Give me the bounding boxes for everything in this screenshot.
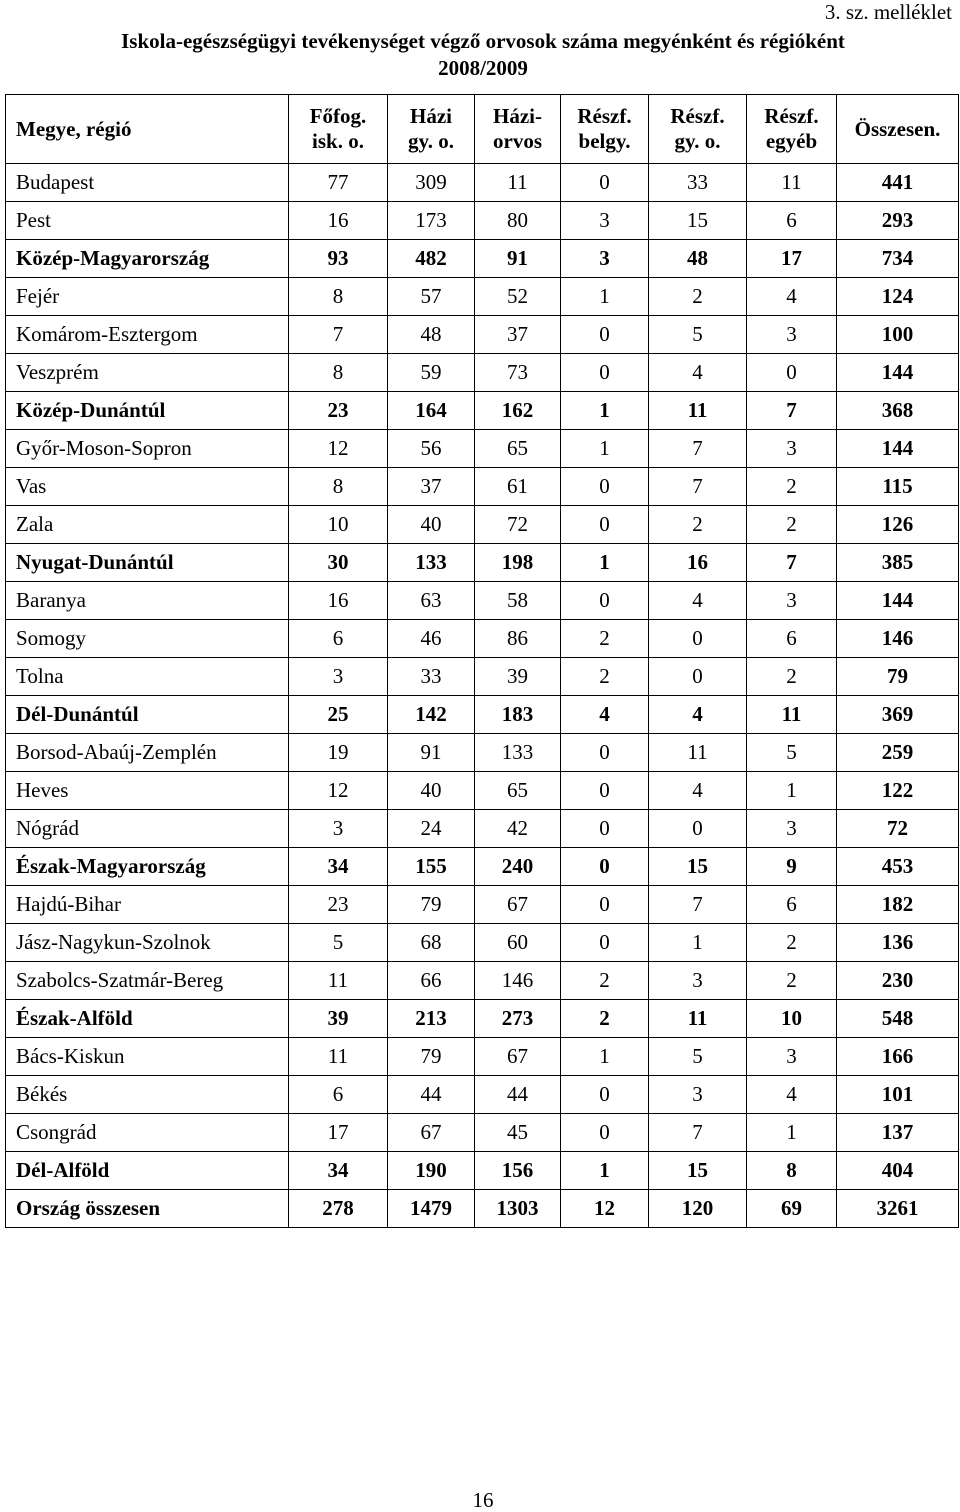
value-cell: 190	[388, 1152, 475, 1190]
value-cell: 3	[289, 658, 388, 696]
total-cell: 230	[837, 962, 959, 1000]
region-name-cell: Baranya	[6, 582, 289, 620]
value-cell: 10	[289, 506, 388, 544]
value-cell: 0	[561, 924, 649, 962]
value-cell: 273	[475, 1000, 561, 1038]
total-cell: 136	[837, 924, 959, 962]
value-cell: 67	[388, 1114, 475, 1152]
value-cell: 77	[289, 164, 388, 202]
value-cell: 34	[289, 1152, 388, 1190]
value-cell: 7	[649, 1114, 747, 1152]
value-cell: 0	[561, 506, 649, 544]
value-cell: 16	[289, 582, 388, 620]
physicians-table	[5, 94, 959, 1228]
value-cell: 0	[561, 886, 649, 924]
value-cell: 0	[561, 316, 649, 354]
value-cell: 4	[747, 1076, 837, 1114]
value-cell: 1	[649, 924, 747, 962]
value-cell: 66	[388, 962, 475, 1000]
total-cell: 404	[837, 1152, 959, 1190]
table-row	[6, 1152, 959, 1190]
table-row	[6, 696, 959, 734]
region-name-cell: Jász-Nagykun-Szolnok	[6, 924, 289, 962]
region-name-cell: Heves	[6, 772, 289, 810]
table-row	[6, 506, 959, 544]
value-cell: 23	[289, 392, 388, 430]
value-cell: 1	[561, 1152, 649, 1190]
value-cell: 0	[561, 734, 649, 772]
value-cell: 11	[649, 1000, 747, 1038]
total-cell: 166	[837, 1038, 959, 1076]
region-name-cell: Pest	[6, 202, 289, 240]
value-cell: 155	[388, 848, 475, 886]
table-row	[6, 392, 959, 430]
value-cell: 72	[475, 506, 561, 544]
value-cell: 40	[388, 506, 475, 544]
table-row	[6, 278, 959, 316]
total-cell: 146	[837, 620, 959, 658]
value-cell: 34	[289, 848, 388, 886]
value-cell: 1	[561, 278, 649, 316]
value-cell: 39	[475, 658, 561, 696]
value-cell: 198	[475, 544, 561, 582]
value-cell: 8	[289, 468, 388, 506]
value-cell: 79	[388, 1038, 475, 1076]
table-row	[6, 772, 959, 810]
value-cell: 3	[561, 202, 649, 240]
total-cell: 368	[837, 392, 959, 430]
value-cell: 11	[649, 734, 747, 772]
region-name-cell: Ország összesen	[6, 1190, 289, 1228]
value-cell: 8	[289, 354, 388, 392]
region-name-cell: Békés	[6, 1076, 289, 1114]
value-cell: 11	[649, 392, 747, 430]
value-cell: 0	[561, 810, 649, 848]
table-row	[6, 1190, 959, 1228]
value-cell: 91	[388, 734, 475, 772]
value-cell: 11	[289, 962, 388, 1000]
value-cell: 65	[475, 430, 561, 468]
region-name-cell: Zala	[6, 506, 289, 544]
value-cell: 5	[747, 734, 837, 772]
value-cell: 80	[475, 202, 561, 240]
value-cell: 44	[475, 1076, 561, 1114]
total-cell: 79	[837, 658, 959, 696]
value-cell: 0	[561, 772, 649, 810]
region-name-cell: Észak-Alföld	[6, 1000, 289, 1038]
value-cell: 73	[475, 354, 561, 392]
value-cell: 142	[388, 696, 475, 734]
total-cell: 144	[837, 430, 959, 468]
value-cell: 6	[747, 886, 837, 924]
region-name-cell: Győr-Moson-Sopron	[6, 430, 289, 468]
header-row	[6, 95, 959, 164]
value-cell: 5	[289, 924, 388, 962]
total-cell: 100	[837, 316, 959, 354]
value-cell: 15	[649, 1152, 747, 1190]
value-cell: 25	[289, 696, 388, 734]
region-name-cell: Borsod-Abaúj-Zemplén	[6, 734, 289, 772]
value-cell: 6	[747, 202, 837, 240]
value-cell: 7	[649, 430, 747, 468]
value-cell: 11	[475, 164, 561, 202]
value-cell: 19	[289, 734, 388, 772]
table-row	[6, 544, 959, 582]
value-cell: 1	[561, 544, 649, 582]
region-name-cell: Észak-Magyarország	[6, 848, 289, 886]
header-main-school-doctor: Főfog. isk. o.	[289, 95, 388, 164]
value-cell: 7	[747, 392, 837, 430]
value-cell: 2	[561, 1000, 649, 1038]
value-cell: 133	[388, 544, 475, 582]
total-cell: 441	[837, 164, 959, 202]
total-cell: 734	[837, 240, 959, 278]
value-cell: 67	[475, 1038, 561, 1076]
total-cell: 122	[837, 772, 959, 810]
value-cell: 133	[475, 734, 561, 772]
value-cell: 44	[388, 1076, 475, 1114]
table-row	[6, 1076, 959, 1114]
value-cell: 0	[561, 848, 649, 886]
value-cell: 7	[289, 316, 388, 354]
title-line-1: Iskola-egészségügyi tevékenységet végző orvosok száma megyénként és régióként	[121, 29, 845, 53]
value-cell: 1	[561, 1038, 649, 1076]
value-cell: 46	[388, 620, 475, 658]
header-parttime-other: Részf. egyéb	[747, 95, 837, 164]
value-cell: 173	[388, 202, 475, 240]
value-cell: 12	[561, 1190, 649, 1228]
value-cell: 11	[747, 696, 837, 734]
value-cell: 37	[475, 316, 561, 354]
value-cell: 37	[388, 468, 475, 506]
table-row	[6, 734, 959, 772]
value-cell: 240	[475, 848, 561, 886]
value-cell: 2	[747, 924, 837, 962]
table-row	[6, 1000, 959, 1038]
value-cell: 0	[747, 354, 837, 392]
value-cell: 0	[649, 810, 747, 848]
value-cell: 79	[388, 886, 475, 924]
value-cell: 2	[561, 962, 649, 1000]
value-cell: 2	[747, 506, 837, 544]
value-cell: 4	[747, 278, 837, 316]
header-parttime-pediatrician: Részf. gy. o.	[649, 95, 747, 164]
value-cell: 4	[649, 772, 747, 810]
total-cell: 72	[837, 810, 959, 848]
value-cell: 2	[561, 658, 649, 696]
table-row	[6, 164, 959, 202]
value-cell: 24	[388, 810, 475, 848]
header-total: Összesen.	[837, 95, 959, 164]
value-cell: 67	[475, 886, 561, 924]
value-cell: 4	[649, 582, 747, 620]
value-cell: 9	[747, 848, 837, 886]
header-family-doctor: Házi- orvos	[475, 95, 561, 164]
region-name-cell: Budapest	[6, 164, 289, 202]
value-cell: 40	[388, 772, 475, 810]
value-cell: 6	[289, 620, 388, 658]
region-name-cell: Tolna	[6, 658, 289, 696]
region-name-cell: Komárom-Esztergom	[6, 316, 289, 354]
total-cell: 385	[837, 544, 959, 582]
value-cell: 6	[747, 620, 837, 658]
document-title	[0, 28, 960, 82]
value-cell: 482	[388, 240, 475, 278]
value-cell: 69	[747, 1190, 837, 1228]
header-family-pediatrician: Házi gy. o.	[388, 95, 475, 164]
table-row	[6, 240, 959, 278]
value-cell: 3	[649, 962, 747, 1000]
value-cell: 60	[475, 924, 561, 962]
table-row	[6, 202, 959, 240]
header-parttime-internist: Részf. belgy.	[561, 95, 649, 164]
value-cell: 3	[747, 1038, 837, 1076]
value-cell: 63	[388, 582, 475, 620]
value-cell: 183	[475, 696, 561, 734]
value-cell: 65	[475, 772, 561, 810]
table-row	[6, 1038, 959, 1076]
value-cell: 86	[475, 620, 561, 658]
total-cell: 182	[837, 886, 959, 924]
value-cell: 2	[747, 658, 837, 696]
value-cell: 59	[388, 354, 475, 392]
value-cell: 5	[649, 1038, 747, 1076]
value-cell: 2	[747, 962, 837, 1000]
value-cell: 4	[649, 354, 747, 392]
total-cell: 144	[837, 582, 959, 620]
value-cell: 1479	[388, 1190, 475, 1228]
value-cell: 7	[649, 886, 747, 924]
page-number: 16	[472, 1488, 494, 1512]
total-cell: 124	[837, 278, 959, 316]
value-cell: 16	[649, 544, 747, 582]
value-cell: 1	[561, 392, 649, 430]
region-name-cell: Veszprém	[6, 354, 289, 392]
table-row	[6, 582, 959, 620]
value-cell: 120	[649, 1190, 747, 1228]
value-cell: 45	[475, 1114, 561, 1152]
value-cell: 3	[747, 316, 837, 354]
value-cell: 1	[747, 772, 837, 810]
region-name-cell: Vas	[6, 468, 289, 506]
value-cell: 8	[289, 278, 388, 316]
table-row	[6, 468, 959, 506]
value-cell: 0	[561, 1076, 649, 1114]
total-cell: 3261	[837, 1190, 959, 1228]
value-cell: 52	[475, 278, 561, 316]
value-cell: 15	[649, 202, 747, 240]
value-cell: 156	[475, 1152, 561, 1190]
value-cell: 39	[289, 1000, 388, 1038]
region-name-cell: Dél-Alföld	[6, 1152, 289, 1190]
value-cell: 4	[561, 696, 649, 734]
value-cell: 0	[561, 164, 649, 202]
table-row	[6, 430, 959, 468]
table-row	[6, 962, 959, 1000]
value-cell: 11	[289, 1038, 388, 1076]
value-cell: 1	[747, 1114, 837, 1152]
value-cell: 2	[649, 278, 747, 316]
value-cell: 3	[289, 810, 388, 848]
value-cell: 213	[388, 1000, 475, 1038]
header-region: Megye, régió	[6, 95, 289, 164]
value-cell: 93	[289, 240, 388, 278]
value-cell: 4	[649, 696, 747, 734]
value-cell: 1	[561, 430, 649, 468]
value-cell: 309	[388, 164, 475, 202]
total-cell: 259	[837, 734, 959, 772]
value-cell: 2	[561, 620, 649, 658]
value-cell: 12	[289, 772, 388, 810]
region-name-cell: Szabolcs-Szatmár-Bereg	[6, 962, 289, 1000]
total-cell: 369	[837, 696, 959, 734]
table-row	[6, 1114, 959, 1152]
value-cell: 164	[388, 392, 475, 430]
title-line-2: 2008/2009	[438, 56, 528, 80]
total-cell: 293	[837, 202, 959, 240]
region-name-cell: Somogy	[6, 620, 289, 658]
value-cell: 3	[747, 582, 837, 620]
table-body	[6, 164, 959, 1228]
value-cell: 7	[649, 468, 747, 506]
value-cell: 8	[747, 1152, 837, 1190]
total-cell: 101	[837, 1076, 959, 1114]
value-cell: 3	[649, 1076, 747, 1114]
value-cell: 56	[388, 430, 475, 468]
annex-label: 3. sz. melléklet	[824, 0, 952, 24]
value-cell: 68	[388, 924, 475, 962]
region-name-cell: Nógrád	[6, 810, 289, 848]
value-cell: 12	[289, 430, 388, 468]
value-cell: 30	[289, 544, 388, 582]
value-cell: 6	[289, 1076, 388, 1114]
region-name-cell: Nyugat-Dunántúl	[6, 544, 289, 582]
value-cell: 2	[649, 506, 747, 544]
value-cell: 0	[561, 582, 649, 620]
value-cell: 0	[561, 1114, 649, 1152]
value-cell: 3	[561, 240, 649, 278]
value-cell: 58	[475, 582, 561, 620]
value-cell: 146	[475, 962, 561, 1000]
region-name-cell: Fejér	[6, 278, 289, 316]
total-cell: 453	[837, 848, 959, 886]
value-cell: 23	[289, 886, 388, 924]
total-cell: 115	[837, 468, 959, 506]
value-cell: 1303	[475, 1190, 561, 1228]
total-cell: 144	[837, 354, 959, 392]
value-cell: 61	[475, 468, 561, 506]
region-name-cell: Hajdú-Bihar	[6, 886, 289, 924]
value-cell: 57	[388, 278, 475, 316]
value-cell: 48	[649, 240, 747, 278]
table-row	[6, 810, 959, 848]
value-cell: 0	[649, 658, 747, 696]
total-cell: 137	[837, 1114, 959, 1152]
value-cell: 3	[747, 810, 837, 848]
table-row	[6, 848, 959, 886]
value-cell: 2	[747, 468, 837, 506]
region-name-cell: Bács-Kiskun	[6, 1038, 289, 1076]
value-cell: 16	[289, 202, 388, 240]
value-cell: 7	[747, 544, 837, 582]
value-cell: 3	[747, 430, 837, 468]
value-cell: 48	[388, 316, 475, 354]
region-name-cell: Közép-Dunántúl	[6, 392, 289, 430]
value-cell: 33	[649, 164, 747, 202]
total-cell: 548	[837, 1000, 959, 1038]
region-name-cell: Csongrád	[6, 1114, 289, 1152]
value-cell: 11	[747, 164, 837, 202]
table-header	[6, 95, 959, 164]
region-name-cell: Közép-Magyarország	[6, 240, 289, 278]
table-row	[6, 886, 959, 924]
value-cell: 17	[289, 1114, 388, 1152]
table-row	[6, 924, 959, 962]
table-row	[6, 620, 959, 658]
value-cell: 0	[561, 354, 649, 392]
value-cell: 10	[747, 1000, 837, 1038]
value-cell: 0	[561, 468, 649, 506]
total-cell: 126	[837, 506, 959, 544]
table-row	[6, 316, 959, 354]
value-cell: 5	[649, 316, 747, 354]
value-cell: 0	[649, 620, 747, 658]
table-row	[6, 658, 959, 696]
value-cell: 91	[475, 240, 561, 278]
region-name-cell: Dél-Dunántúl	[6, 696, 289, 734]
value-cell: 15	[649, 848, 747, 886]
value-cell: 278	[289, 1190, 388, 1228]
value-cell: 17	[747, 240, 837, 278]
value-cell: 33	[388, 658, 475, 696]
value-cell: 42	[475, 810, 561, 848]
table-row	[6, 354, 959, 392]
value-cell: 162	[475, 392, 561, 430]
